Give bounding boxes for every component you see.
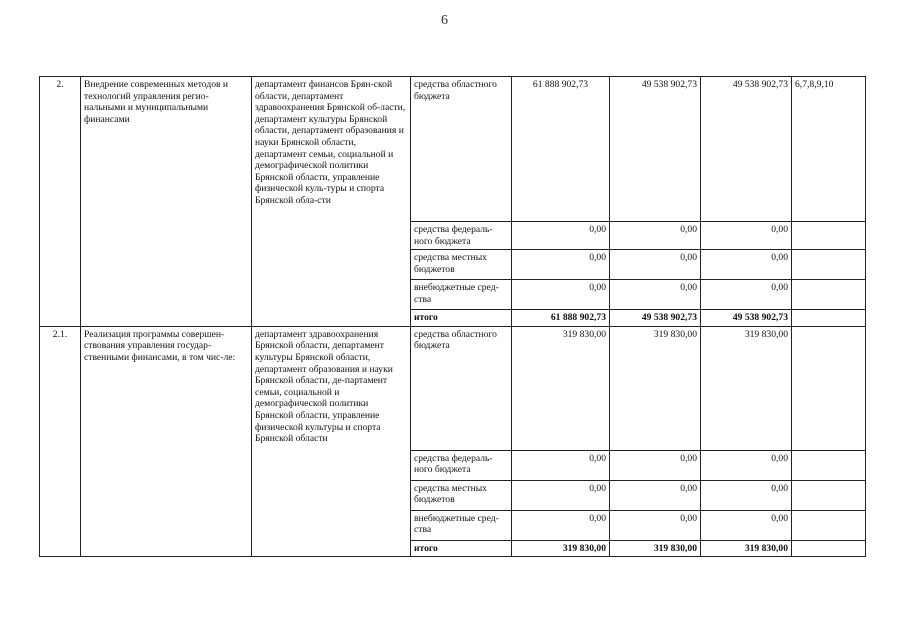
amount-year-2: 0,00 [610,510,701,540]
amount-year-1: 0,00 [512,450,610,480]
amount-year-2: 0,00 [610,250,701,280]
funding-source-total: итого [411,540,512,557]
funding-source: средства местных бюджетов [411,480,512,510]
amount-year-3-total: 319 830,00 [701,540,792,557]
amount-year-2: 319 830,00 [610,326,701,450]
target-indicators [792,310,866,327]
funding-source: средства федераль-ного бюджета [411,450,512,480]
amount-year-1: 0,00 [512,280,610,310]
target-indicators [792,250,866,280]
amount-year-3: 0,00 [701,450,792,480]
amount-year-2: 49 538 902,73 [610,77,701,222]
table-row [40,77,866,222]
budget-table [39,76,866,557]
table-row [40,326,866,450]
funding-source: средства областного бюджета [411,77,512,222]
amount-year-2: 0,00 [610,450,701,480]
amount-year-1: 0,00 [512,480,610,510]
funding-source: внебюджетные сред-ства [411,280,512,310]
amount-year-2: 0,00 [610,280,701,310]
row-index: 2.1. [40,326,81,557]
amount-year-2-total: 319 830,00 [610,540,701,557]
measure-name: Реализация программы совершен-ствования управления государ-ственными финансами, в том чис-ле: [81,326,252,557]
amount-year-1: 61 888 902,73 [512,77,610,222]
target-indicators [792,540,866,557]
funding-source-total: итого [411,310,512,327]
page-number: 6 [441,13,448,28]
amount-year-1: 0,00 [512,510,610,540]
funding-source: средства областного бюджета [411,326,512,450]
amount-year-3: 319 830,00 [701,326,792,450]
amount-year-3: 0,00 [701,480,792,510]
amount-year-2-total: 49 538 902,73 [610,310,701,327]
amount-year-3: 0,00 [701,280,792,310]
target-indicators [792,222,866,250]
funding-source: средства федераль-ного бюджета [411,222,512,250]
amount-year-3: 49 538 902,73 [701,77,792,222]
amount-year-3: 0,00 [701,222,792,250]
row-index: 2. [40,77,81,327]
amount-year-1: 319 830,00 [512,326,610,450]
executors: департамент финансов Брян-ской области, департамент здравоохранения Брянской об-ласти, департамент культуры Брянской области, департамент образования и науки Брянской области, департамент семьи, социальной и демографической политики Брянской области, управление физической куль-туры и спорта Брянской обла-сти [252,77,411,327]
amount-year-1: 0,00 [512,250,610,280]
target-indicators: 6,7,8,9,10 [792,77,866,222]
amount-year-3-total: 49 538 902,73 [701,310,792,327]
funding-source: внебюджетные сред-ства [411,510,512,540]
target-indicators [792,510,866,540]
funding-source: средства местных бюджетов [411,250,512,280]
target-indicators [792,326,866,450]
target-indicators [792,450,866,480]
executors: департамент здравоохранения Брянской области, департамент культуры Брянской области, департамент образования и науки Брянской области, де-партамент семьи, социальной и демографической политики Брянской области, управление физической культуры и спорта Брянской области [252,326,411,557]
amount-year-1: 0,00 [512,222,610,250]
amount-year-1-total: 61 888 902,73 [512,310,610,327]
amount-year-2: 0,00 [610,222,701,250]
measure-name: Внедрение современных методов и технологий управления регио-нальными и муниципальными финансами [81,77,252,327]
amount-year-2: 0,00 [610,480,701,510]
target-indicators [792,480,866,510]
amount-year-3: 0,00 [701,250,792,280]
amount-year-3: 0,00 [701,510,792,540]
target-indicators [792,280,866,310]
amount-year-1-total: 319 830,00 [512,540,610,557]
